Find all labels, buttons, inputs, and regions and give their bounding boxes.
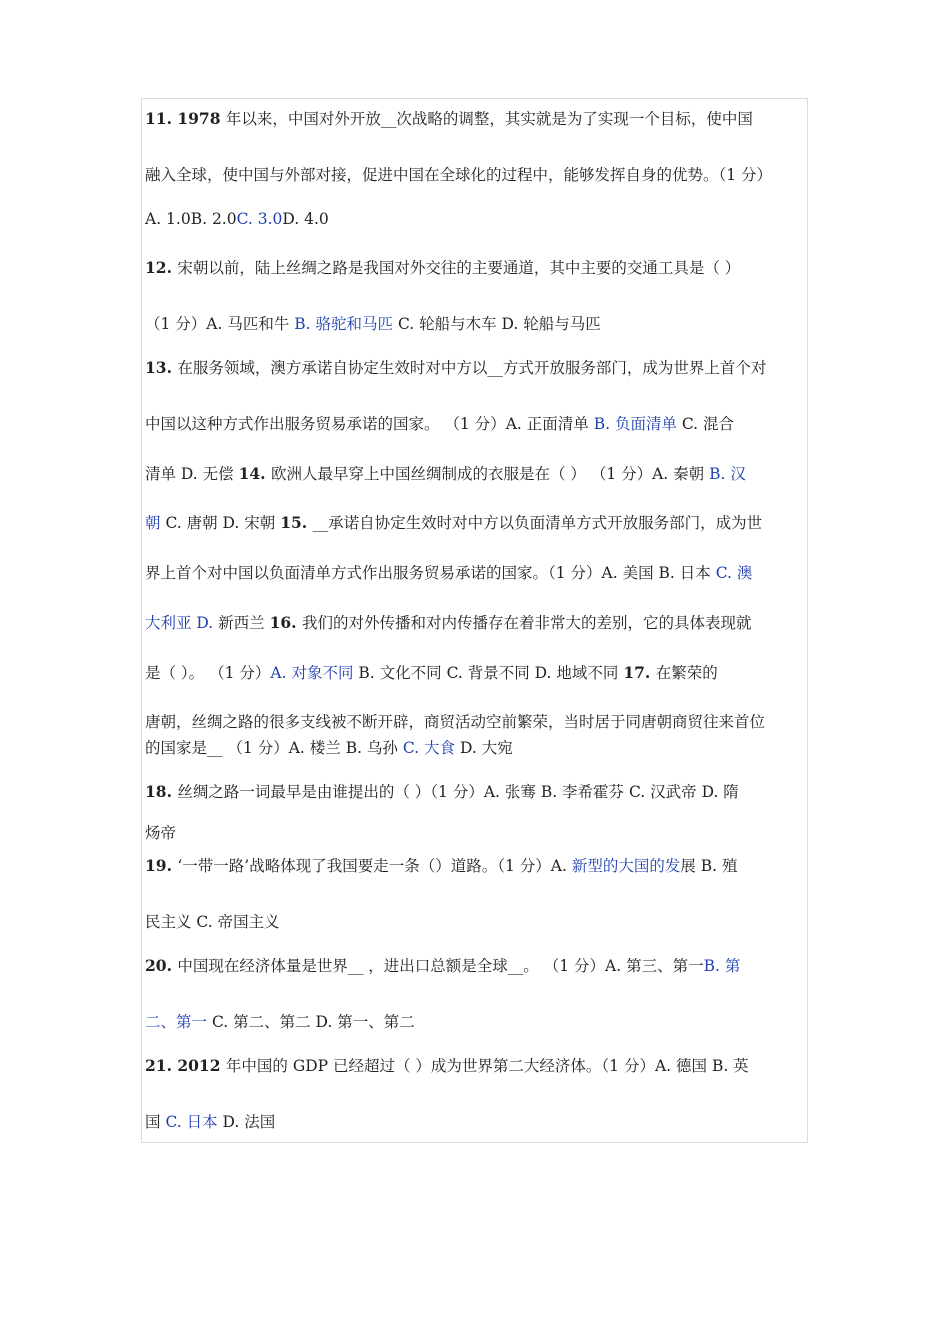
text-line — [145, 1011, 807, 1033]
text-segment: C. 唐朝 D. 宋朝 — [160, 514, 281, 532]
text-line — [145, 463, 807, 485]
answer-highlight: B. 骆驼和马匹 — [294, 315, 394, 333]
text-segment: 中国现在经济体量是世界__ ，进出口总额是全球__。 （1 分）A. 第三、第一 — [177, 957, 704, 975]
text-segment: 炀帝 — [145, 824, 177, 842]
answer-highlight: C. 大食 — [402, 739, 456, 757]
question-number: 19. — [145, 856, 178, 875]
question-number: 14. — [238, 464, 271, 483]
question-number: 11. 1978 — [145, 109, 226, 128]
text-line — [145, 1111, 807, 1133]
question-number: 13. — [145, 358, 178, 377]
text-line — [145, 357, 807, 379]
question-number: 21. 2012 — [145, 1056, 226, 1075]
text-segment: __承诺自协定生效时对中方以负面清单方式开放服务部门，成为世 — [312, 514, 763, 532]
answer-highlight: 大利亚 D. — [145, 614, 214, 632]
text-segment: 清单 D. 无偿 — [145, 465, 239, 483]
text-segment: 界上首个对中国以负面清单方式作出服务贸易承诺的国家。（1 分）A. 美国 B. 日本 — [145, 564, 716, 582]
text-line — [145, 257, 807, 279]
text-line — [145, 512, 807, 534]
text-segment: 民主义 C. 帝国主义 — [145, 913, 280, 931]
text-line — [145, 911, 807, 933]
text-segment: 宋朝以前，陆上丝绸之路是我国对外交往的主要通道，其中主要的交通工具是（ ） — [177, 259, 741, 277]
text-line — [145, 711, 807, 733]
text-segment: 中国以这种方式作出服务贸易承诺的国家。 （1 分）A. 正面清单 — [145, 415, 594, 433]
answer-highlight: 二、第一 — [145, 1013, 208, 1031]
text-segment: C. 混合 — [676, 415, 735, 433]
text-line — [145, 955, 807, 977]
text-segment: 我们的对外传播和对内传播存在着非常大的差别，它的具体表现就 — [301, 614, 752, 632]
question-number: 16. — [269, 613, 302, 632]
text-line — [145, 855, 807, 877]
text-segment: 在繁荣的 — [655, 664, 718, 682]
text-line — [145, 562, 807, 584]
text-segment: D. 大宛 — [455, 739, 513, 757]
text-segment: 的国家是__ （1 分）A. 楼兰 B. 乌孙 — [145, 739, 403, 757]
text-segment: 唐朝，丝绸之路的很多支线被不断开辟，商贸活动空前繁荣，当时居于同唐朝商贸往来首位 — [145, 713, 766, 731]
text-segment: C. 第二、第二 D. 第一、第二 — [207, 1013, 415, 1031]
text-line — [145, 108, 807, 130]
text-line — [145, 1055, 807, 1077]
text-line — [145, 208, 807, 230]
answer-highlight: C. 3.0 — [236, 210, 283, 228]
text-segment: 融入全球，使中国与外部对接，促进中国在全球化的过程中，能够发挥自身的优势。（1 分） — [145, 166, 773, 184]
question-number: 15. — [280, 513, 313, 532]
text-line — [145, 737, 807, 759]
text-line — [145, 413, 807, 435]
question-number: 18. — [145, 782, 178, 801]
text-segment: ‘一带一路’战略体现了我国要走一条（）道路。（1 分）A. — [177, 857, 572, 875]
question-number: 12. — [145, 258, 178, 277]
answer-highlight: B. 汉 — [709, 465, 746, 483]
answer-highlight: 朝 — [145, 514, 161, 532]
text-segment: D. 4.0 — [282, 210, 329, 228]
question-number: 17. — [623, 663, 656, 682]
question-number: 20. — [145, 956, 178, 975]
text-line — [145, 164, 807, 186]
text-line — [145, 822, 807, 844]
text-segment: 国 — [145, 1113, 166, 1131]
text-segment: 新西兰 — [213, 614, 270, 632]
text-segment: （1 分）A. 马匹和牛 — [145, 315, 295, 333]
answer-highlight: B. 负面清单 — [593, 415, 677, 433]
text-segment: 是（ ）。 （1 分） — [145, 664, 271, 682]
text-line — [145, 781, 807, 803]
text-segment: D. 法国 — [217, 1113, 276, 1131]
text-line — [145, 662, 807, 684]
text-segment: 丝绸之路一词最早是由谁提出的（ ）（1 分）A. 张骞 B. 李希霍芬 C. 汉武帝 D. 隋 — [177, 783, 739, 801]
text-segment: 在服务领域，澳方承诺自协定生效时对中方以__方式开放服务部门，成为世界上首个对 — [177, 359, 767, 377]
text-segment: 欧洲人最早穿上中国丝绸制成的衣服是在（ ） （1 分）A. 秦朝 — [270, 465, 710, 483]
text-segment: B. 文化不同 C. 背景不同 D. 地域不同 — [353, 664, 624, 682]
answer-highlight: A. 对象不同 — [270, 664, 354, 682]
text-segment: 展 B. 殖 — [680, 857, 738, 875]
text-segment: 年以来，中国对外开放__次战略的调整，其实就是为了实现一个目标，使中国 — [225, 110, 753, 128]
answer-highlight: C. 日本 — [165, 1113, 218, 1131]
answer-highlight: C. 澳 — [715, 564, 753, 582]
answer-highlight: B. 第 — [703, 957, 741, 975]
text-segment: A. 1.0B. 2.0 — [145, 210, 237, 228]
text-line — [145, 313, 807, 335]
text-line — [145, 612, 807, 634]
answer-highlight: 新型的大国的发 — [571, 857, 681, 875]
text-segment: C. 轮船与木车 D. 轮船与马匹 — [393, 315, 601, 333]
text-segment: 年中国的 GDP 已经超过（ ）成为世界第二大经济体。（1 分）A. 德国 B. 英 — [225, 1057, 749, 1075]
